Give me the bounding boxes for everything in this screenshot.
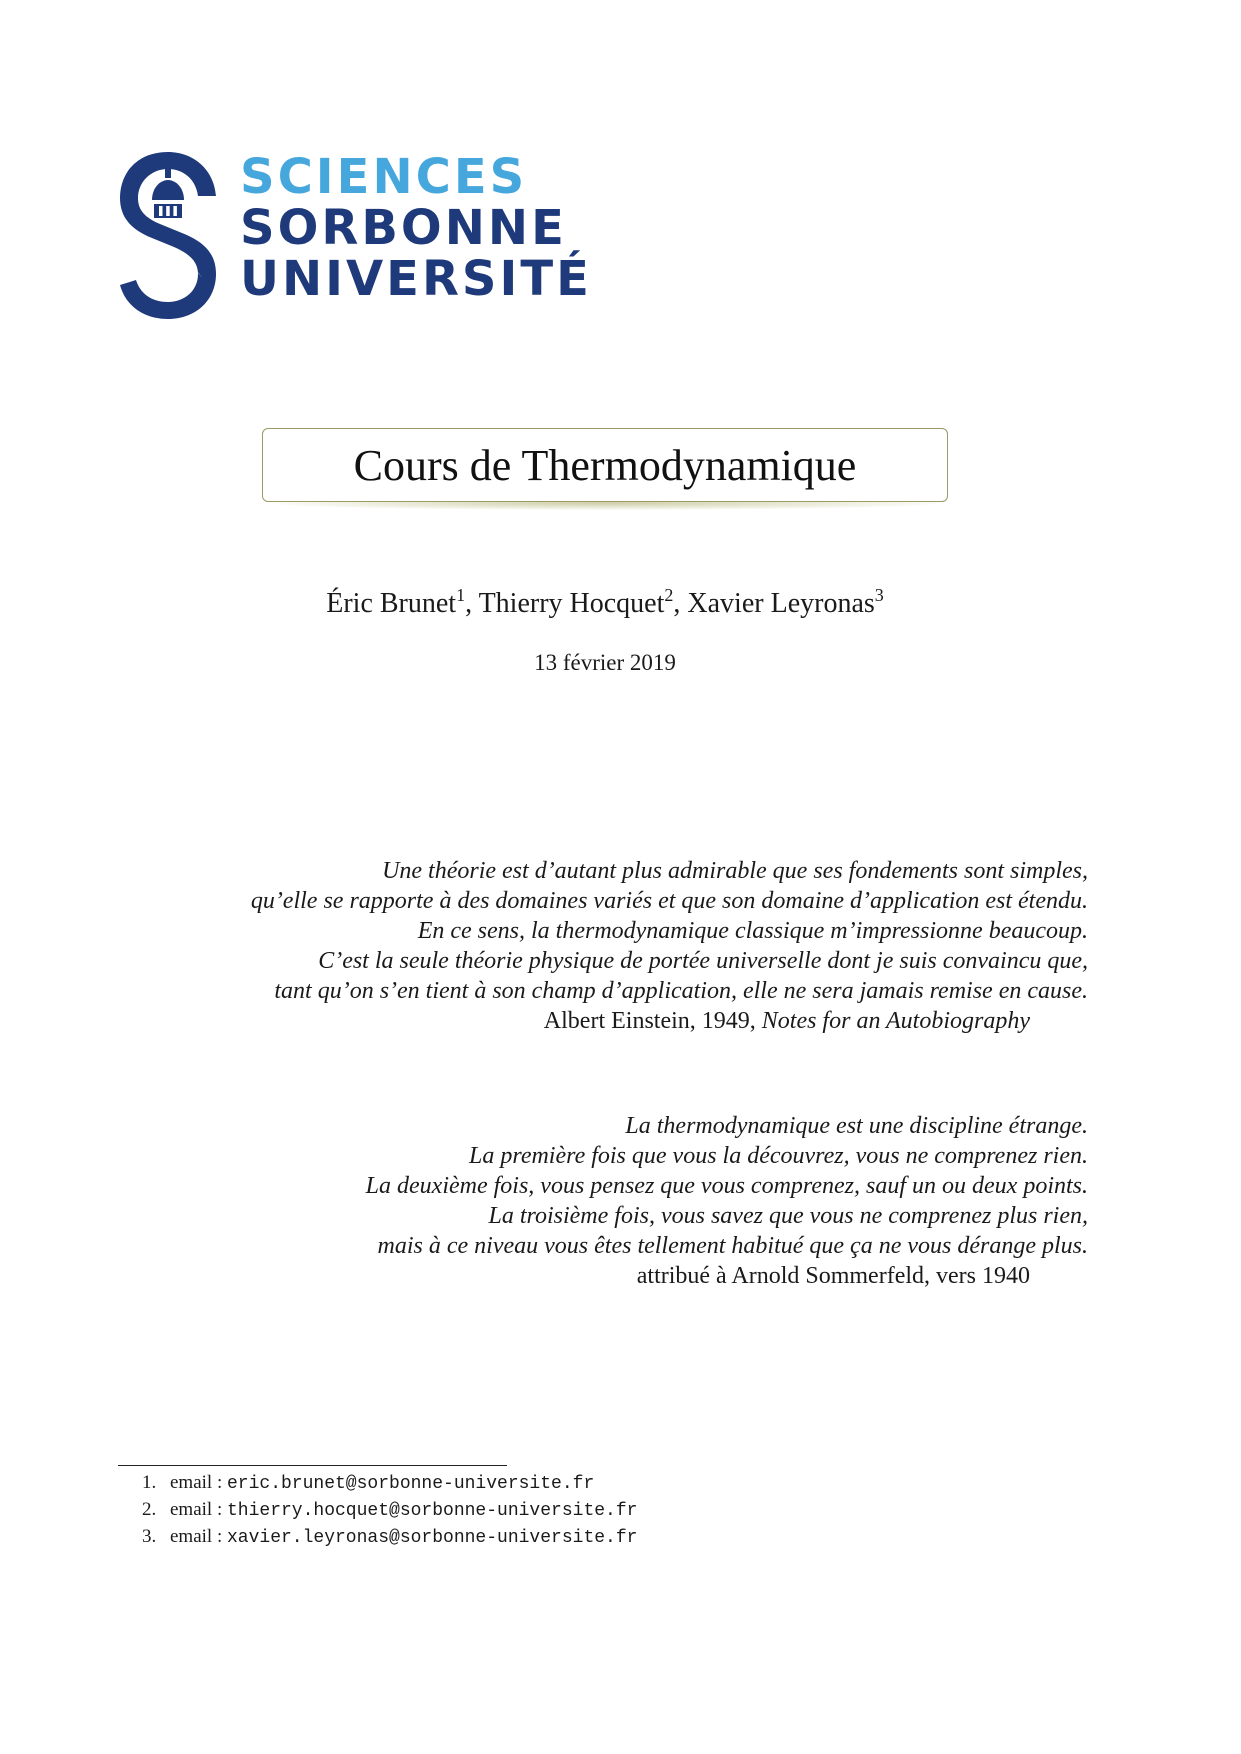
email-link[interactable]: xavier.leyronas@sorbonne-universite.fr (226, 1528, 638, 1548)
epigraph-einstein (251, 856, 1088, 1036)
quote-line: C’est la seule théorie physique de portée universelle dont je suis convaincu que, (318, 948, 1088, 974)
quote-attribution (251, 1006, 1030, 1036)
footnote-label: email : (170, 1472, 223, 1493)
author-list: Éric Brunet$^1$, Thierry Hocquet$^2$, Xavier Leyronas$^3$ (326, 585, 884, 619)
logo-wordmark (240, 149, 592, 307)
quote-line: La troisième fois, vous savez que vous ne comprenez plus rien, (488, 1203, 1088, 1229)
footnote-number: 3. (142, 1526, 157, 1547)
attribution-author: Albert Einstein, 1949, (543, 1008, 756, 1034)
footnote-item (142, 1524, 637, 1551)
sorbonne-s-emblem-icon (118, 146, 218, 321)
footnote-marker: 1 (456, 585, 466, 605)
footnote-number: 2. (142, 1499, 157, 1520)
quote-line: mais à ce niveau vous êtes tellement habitué que ça ne vous dérange plus. (377, 1233, 1088, 1259)
sorbonne-universite-logo (118, 146, 592, 321)
email-link[interactable]: eric.brunet@sorbonne-universite.fr (226, 1474, 595, 1494)
logo-line-universite: UNIVERSITÉ (240, 251, 592, 307)
footnote-separator (118, 1465, 507, 1466)
quote-line: qu’elle se rapporte à des domaines variés et que son domaine d’application est étendu. (250, 888, 1088, 914)
epigraph-sommerfeld (366, 1111, 1088, 1291)
logo-line-sorbonne: SORBONNE (240, 200, 567, 256)
author-name: Thierry Hocquet (478, 588, 665, 619)
quote-attribution: attribué à Arnold Sommerfeld, vers 1940 (636, 1263, 1030, 1289)
footnote-item (142, 1470, 637, 1497)
title-box (262, 428, 948, 502)
quote-line: En ce sens, la thermodynamique classique m’impressionne beaucoup. (417, 918, 1088, 944)
quote-line: Une théorie est d’autant plus admirable que ses fondements sont simples, (382, 858, 1088, 884)
footnote-label: email : (170, 1499, 223, 1520)
author-name: Xavier Leyronas (687, 588, 875, 619)
footnote-marker: 3 (874, 585, 884, 605)
quote-line: La première fois que vous la découvrez, vous ne comprenez rien. (469, 1143, 1088, 1169)
email-link[interactable]: thierry.hocquet@sorbonne-universite.fr (226, 1501, 638, 1521)
logo-line-sciences: SCIENCES (240, 149, 528, 205)
footnote-item (142, 1497, 637, 1524)
footnote-marker: 2 (664, 585, 674, 605)
title-frame (262, 428, 948, 502)
document-date: 13 février 2019 (534, 650, 676, 675)
footnote-number: 1. (142, 1472, 157, 1493)
footnotes (142, 1470, 637, 1551)
quote-line: La deuxième fois, vous pensez que vous comprenez, sauf un ou deux points. (365, 1173, 1088, 1199)
footnote-label: email : (170, 1526, 223, 1547)
document-title: Cours de Thermodynamique (353, 440, 857, 490)
attribution-source: Notes for an Autobiography (761, 1008, 1030, 1034)
quote-line: tant qu’on s’en tient à son champ d’application, elle ne sera jamais remise en cause. (274, 978, 1088, 1004)
quote-line: La thermodynamique est une discipline étrange. (625, 1113, 1088, 1139)
author-name: Éric Brunet (326, 588, 457, 619)
